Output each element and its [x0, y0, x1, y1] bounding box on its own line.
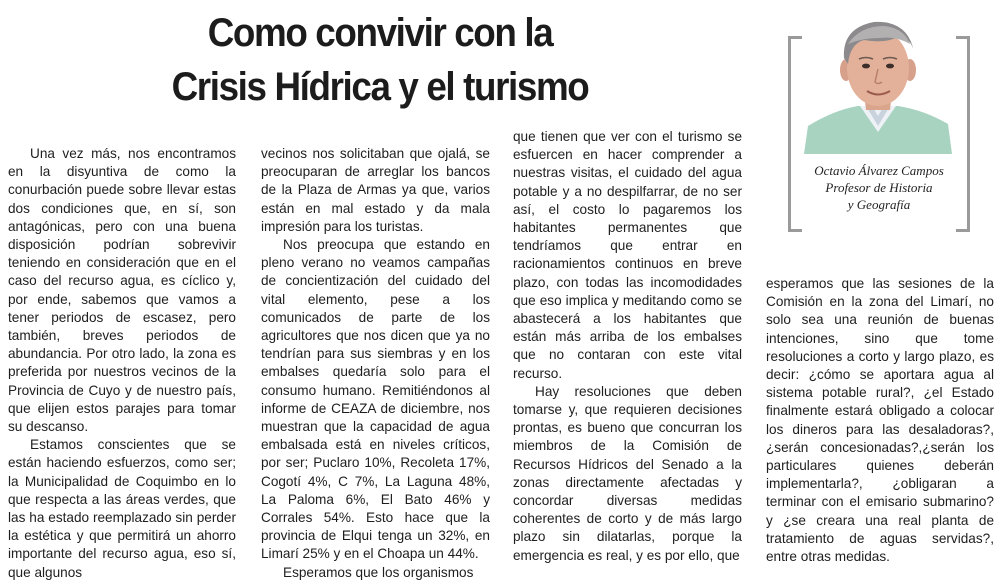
- text-column-4: [766, 275, 994, 566]
- headline-line-2: Crisis Hídrica y el turismo: [171, 65, 589, 109]
- text-column-3: [513, 128, 742, 565]
- author-portrait-image: [804, 14, 952, 154]
- paragraph: Estamos conscientes que se están haciendo esfuerzos, como ser; la Municipalidad de Coquimbo en lo que respecta a las áreas verdes, que las ha estado reemplazado sin perder la estética y que permitirá un ahorro importante del recurso agua, eso sí, que algunos: [8, 437, 236, 580]
- text-column-1: [8, 145, 236, 582]
- author-box: [788, 36, 970, 232]
- author-role: Profesor de Historia: [825, 180, 933, 195]
- headline-line-1: Como convivir con la: [207, 11, 553, 55]
- paragraph: Nos preocupa que estando en pleno verano no veamos campañas de concientización del cuidado del vital elemento, pese a los comunicados de parte de los agricultores que nos dicen que ya no tendrían para sus siembras y en los embalses quedaría solo para el consumo humano. Remitiéndonos al informe de CEAZA de diciembre, nos muestran que la capacidad de agua embalsada está en niveles críticos, por ser; Puclaro 10%, Recoleta 17%, Cogotí 4%, C 7%, La Laguna 48%, La Paloma 6%, El Bato 46% y Corrales 54%. Esto hace que la provincia de Elqui tenga un 32%, en Limarí 25% y en el Choapa un 44%.: [261, 237, 490, 562]
- article-headline: [159, 6, 601, 114]
- paragraph: vecinos nos solicitaban que ojalá, se preocuparan de arreglar los bancos de la Plaza de Armas ya que, varios están en mal estado y da mala impresión para los turistas.: [261, 146, 490, 234]
- author-photo: [804, 14, 952, 154]
- paragraph: que tienen que ver con el turismo se esfuercen en hacer comprender a nuestras visitas, el cuidado del agua potable y a no despilfarrar, de no ser así, el costo lo pagaremos los habitantes permanentes que tendríamos que entrar en racionamientos continuos en breve plazo, con todas las incomodidades que eso implica y meditando como se abastecerá a los habitantes que están más arriba de los embalses que no contaran con este vital recurso.: [513, 129, 742, 381]
- paragraph: Esperamos que los organismos: [283, 564, 474, 580]
- frame-corner: [956, 36, 970, 39]
- paragraph: esperamos que las sesiones de la Comisión en la zona del Limarí, no solo sea una reunión de buenas intenciones, sino que tome resoluciones a corto y largo plazo, es decir: ¿cómo se aportara agua al sistema potable rural?, ¿el Estado finalmente estará obligado a colocar los dineros para las desaladoras?, ¿serán concesionadas?,¿serán los particulares quienes deberán implementarla?, ¿obligaran a terminar con el emisario submarino? y ¿se creara una real planta de tratamiento de aguas servidas?, entre otras medidas.: [766, 276, 994, 565]
- author-role-2: y Geografía: [847, 197, 911, 212]
- frame-corner: [956, 229, 970, 232]
- author-caption: [791, 162, 967, 213]
- author-name: Octavio Álvarez Campos: [814, 163, 944, 178]
- paragraph: Una vez más, nos encontramos en la disyuntiva de como la conurbación puede sobre llevar estas dos condiciones que, en sí, son antagónicas, pero con una buena disposición podrían sobrevivir teniendo en consideración que en el caso del recurso agua, es cíclico y, por ende, sabemos que vamos a tener periodos de escasez, pero también, breves periodos de abundancia. Por otro lado, la zona es preferida por nuestros vecinos de la Provincia de Cuyo y de nuestro país, que elijen estos parajes para tomar su descanso.: [8, 146, 236, 435]
- text-column-2: [261, 145, 490, 582]
- paragraph: Hay resoluciones que deben tomarse y, que requieren decisiones prontas, es bueno que concurran los miembros de la Comisión de Recursos Hídricos del Senado a la zonas directamente afectadas y concordar diversas medidas coherentes de corto y de más largo plazo sin dilatarlas, porque la emergencia es real, y es por ello, que: [513, 383, 742, 563]
